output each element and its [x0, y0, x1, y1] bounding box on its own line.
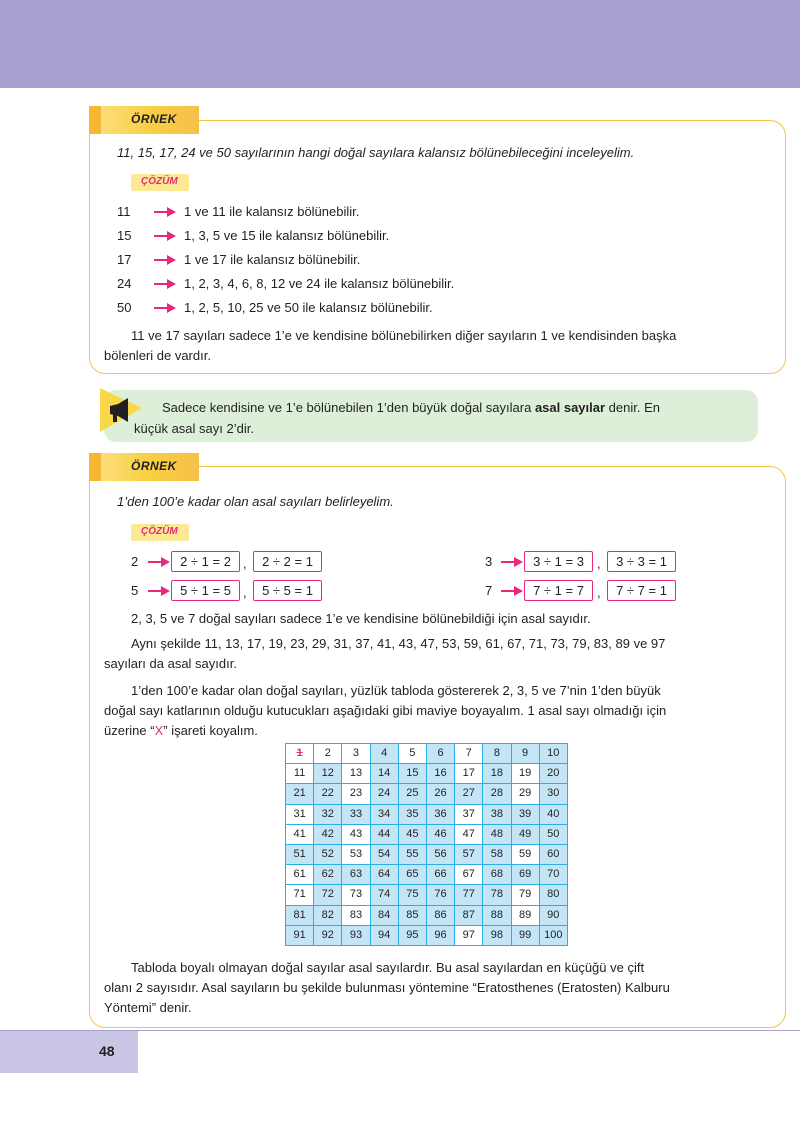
grid-cell: 84	[370, 905, 398, 925]
divisor-text: 1 ve 17 ile kalansız bölünebilir.	[184, 252, 361, 267]
grid-cell: 86	[426, 905, 454, 925]
grid-cell: 31	[286, 804, 314, 824]
grid-cell: 82	[314, 905, 342, 925]
grid-cell: 15	[398, 764, 426, 784]
arrow-icon	[154, 207, 176, 217]
grid-cell: 68	[483, 865, 511, 885]
grid-cell: 23	[342, 784, 370, 804]
note-line-1	[162, 400, 660, 416]
division-box: 5 ÷ 5 = 1	[253, 580, 322, 601]
grid-cell: 64	[370, 865, 398, 885]
grid-cell: 2	[314, 744, 342, 764]
divisor-text: 1, 2, 3, 4, 6, 8, 12 ve 24 ile kalansız bölünebilir.	[184, 276, 455, 291]
grid-cell: 27	[455, 784, 483, 804]
grid-cell: 32	[314, 804, 342, 824]
division-box: 7 ÷ 7 = 1	[607, 580, 676, 601]
note-text: denir. En	[605, 400, 660, 415]
grid-cell: 75	[398, 885, 426, 905]
grid-cell: 70	[539, 865, 567, 885]
grid-cell: 57	[455, 844, 483, 864]
division-box: 7 ÷ 1 = 7	[524, 580, 593, 601]
grid-cell: 71	[286, 885, 314, 905]
grid-cell: 73	[342, 885, 370, 905]
grid-cell: 46	[426, 824, 454, 844]
divisor-text: 1, 3, 5 ve 15 ile kalansız bölünebilir.	[184, 228, 390, 243]
grid-cell: 45	[398, 824, 426, 844]
grid-cell: 66	[426, 865, 454, 885]
grid-cell: 20	[539, 764, 567, 784]
paragraph-conclusion-line-3: Yöntemi” denir.	[104, 1000, 192, 1015]
grid-cell: 5	[398, 744, 426, 764]
grid-cell: 36	[426, 804, 454, 824]
grid-cell: 3	[342, 744, 370, 764]
divisor-text: 1, 2, 5, 10, 25 ve 50 ile kalansız bölünebilir.	[184, 300, 433, 315]
paragraph-sieve-line-1: 1’den 100’e kadar olan doğal sayıları, yüzlük tabloda göstererek 2, 3, 5 ve 7’nin 1’den büyük	[131, 683, 661, 698]
grid-cell: 91	[286, 925, 314, 945]
grid-cell: 81	[286, 905, 314, 925]
arrow-icon	[154, 303, 176, 313]
example-1-conclusion-line-1: 11 ve 17 sayıları sadece 1’e ve kendisine bölünebilirken diğer sayıların 1 ve kendisinden başka	[131, 328, 677, 343]
divisor-number: 17	[117, 252, 132, 267]
grid-cell: 17	[455, 764, 483, 784]
crossed-one: 1	[296, 747, 303, 760]
grid-cell: 33	[342, 804, 370, 824]
grid-cell: 30	[539, 784, 567, 804]
grid-cell: 74	[370, 885, 398, 905]
division-box: 3 ÷ 1 = 3	[524, 551, 593, 572]
grid-cell: 49	[511, 824, 539, 844]
grid-cell: 63	[342, 865, 370, 885]
grid-cell: 10	[539, 744, 567, 764]
grid-cell: 77	[455, 885, 483, 905]
paragraph-primes-small: 2, 3, 5 ve 7 doğal sayıları sadece 1’e ve kendisine bölünebildiği için asal sayıdır.	[131, 611, 591, 626]
grid-cell: 80	[539, 885, 567, 905]
grid-cell: 54	[370, 844, 398, 864]
grid-cell: 89	[511, 905, 539, 925]
grid-cell: 72	[314, 885, 342, 905]
example-2-question: 1’den 100’e kadar olan asal sayıları belirleyelim.	[117, 494, 394, 509]
grid-cell: 35	[398, 804, 426, 824]
prime-number: 2	[131, 554, 139, 569]
divisor-number: 11	[117, 204, 131, 219]
note-line-2: küçük asal sayı 2’dir.	[134, 421, 254, 436]
comma: ,	[243, 585, 247, 600]
arrow-icon	[154, 279, 176, 289]
grid-cell: 100	[539, 925, 567, 945]
grid-cell: 78	[483, 885, 511, 905]
division-box: 2 ÷ 2 = 1	[253, 551, 322, 572]
grid-row	[286, 764, 568, 784]
grid-cell: 95	[398, 925, 426, 945]
grid-cell: 69	[511, 865, 539, 885]
grid-cell: 76	[426, 885, 454, 905]
arrow-icon	[154, 255, 176, 265]
grid-cell: 51	[286, 844, 314, 864]
hundred-chart	[285, 743, 568, 946]
grid-cell: 83	[342, 905, 370, 925]
paragraph-conclusion-line-1: Tabloda boyalı olmayan doğal sayılar asal sayılardır. Bu asal sayılardan en küçüğü ve çift	[131, 960, 645, 975]
grid-cell: 12	[314, 764, 342, 784]
example-tag-label: ÖRNEK	[131, 459, 177, 473]
paragraph-sieve-line-2: doğal sayı katlarının olduğu kutucukları aşağıdaki gibi maviye boyayalım. 1 asal sayı olmadığı için	[104, 703, 667, 718]
example-tag-1	[89, 106, 199, 134]
grid-row	[286, 865, 568, 885]
grid-cell: 11	[286, 764, 314, 784]
grid-cell: 52	[314, 844, 342, 864]
grid-cell: 44	[370, 824, 398, 844]
prime-number: 5	[131, 583, 139, 598]
grid-row	[286, 905, 568, 925]
grid-cell: 38	[483, 804, 511, 824]
division-box: 2 ÷ 1 = 2	[171, 551, 240, 572]
grid-cell	[286, 744, 314, 764]
arrow-icon	[148, 586, 170, 596]
grid-cell: 62	[314, 865, 342, 885]
grid-cell: 37	[455, 804, 483, 824]
divisor-number: 15	[117, 228, 132, 243]
grid-cell: 56	[426, 844, 454, 864]
grid-cell: 22	[314, 784, 342, 804]
example-1-question: 11, 15, 17, 24 ve 50 sayılarının hangi doğal sayılara kalansız bölünebileceğini inceleyelim.	[117, 145, 635, 160]
grid-row	[286, 804, 568, 824]
prime-number: 3	[485, 554, 493, 569]
grid-cell: 40	[539, 804, 567, 824]
divisor-number: 24	[117, 276, 132, 291]
division-box: 3 ÷ 3 = 1	[607, 551, 676, 572]
solution-tag-1	[131, 174, 189, 191]
arrow-icon	[501, 586, 523, 596]
note-bold-term: asal sayılar	[534, 400, 606, 415]
grid-cell: 87	[455, 905, 483, 925]
grid-cell: 79	[511, 885, 539, 905]
grid-row	[286, 844, 568, 864]
grid-cell: 39	[511, 804, 539, 824]
comma: ,	[597, 556, 601, 571]
grid-cell: 94	[370, 925, 398, 945]
grid-cell: 19	[511, 764, 539, 784]
paragraph-primes-list-line-1: Aynı şekilde 11, 13, 17, 19, 23, 29, 31, 37, 41, 43, 47, 53, 59, 61, 67, 71, 73, 79, 83, 89 ve 97	[131, 636, 666, 651]
grid-row	[286, 824, 568, 844]
grid-cell: 24	[370, 784, 398, 804]
page-number-tab	[0, 1031, 138, 1073]
grid-cell: 59	[511, 844, 539, 864]
paragraph-sieve-line-3	[104, 723, 258, 739]
header-band	[0, 0, 800, 88]
grid-cell: 48	[483, 824, 511, 844]
grid-cell: 67	[455, 865, 483, 885]
grid-cell: 50	[539, 824, 567, 844]
grid-row	[286, 744, 568, 764]
paragraph-conclusion-line-2: olanı 2 sayısıdır. Asal sayıların bu şekilde bulunması yöntemine “Eratosthenes (Eratosten) Kalburu	[104, 980, 670, 995]
grid-cell: 53	[342, 844, 370, 864]
grid-cell: 99	[511, 925, 539, 945]
example-tag-label: ÖRNEK	[131, 112, 177, 126]
grid-cell: 21	[286, 784, 314, 804]
grid-cell: 88	[483, 905, 511, 925]
grid-cell: 28	[483, 784, 511, 804]
comma: ,	[243, 556, 247, 571]
solution-tag-label: ÇÖZÜM	[141, 176, 178, 187]
grid-cell: 4	[370, 744, 398, 764]
division-box: 5 ÷ 1 = 5	[171, 580, 240, 601]
grid-cell: 92	[314, 925, 342, 945]
grid-cell: 61	[286, 865, 314, 885]
grid-cell: 6	[426, 744, 454, 764]
arrow-icon	[501, 557, 523, 567]
grid-cell: 60	[539, 844, 567, 864]
solution-tag-label: ÇÖZÜM	[141, 526, 178, 537]
x-mark-text: X	[154, 723, 164, 738]
grid-row	[286, 925, 568, 945]
divisor-number: 50	[117, 300, 132, 315]
example-tag-2	[89, 453, 199, 481]
grid-cell: 16	[426, 764, 454, 784]
grid-cell: 58	[483, 844, 511, 864]
grid-cell: 43	[342, 824, 370, 844]
grid-cell: 97	[455, 925, 483, 945]
note-text: Sadece kendisine ve 1’e bölünebilen 1’den büyük doğal sayılara	[162, 400, 535, 415]
grid-cell: 42	[314, 824, 342, 844]
grid-cell: 9	[511, 744, 539, 764]
grid-cell: 7	[455, 744, 483, 764]
example-1-conclusion-line-2: bölenleri de vardır.	[104, 348, 211, 363]
page-number: 48	[99, 1043, 115, 1059]
divisor-text: 1 ve 11 ile kalansız bölünebilir.	[184, 204, 360, 219]
grid-cell: 25	[398, 784, 426, 804]
arrow-icon	[148, 557, 170, 567]
comma: ,	[597, 585, 601, 600]
grid-cell: 90	[539, 905, 567, 925]
sieve-text: ” işareti koyalım.	[163, 723, 258, 738]
grid-cell: 13	[342, 764, 370, 784]
grid-cell: 41	[286, 824, 314, 844]
grid-cell: 65	[398, 865, 426, 885]
grid-cell: 18	[483, 764, 511, 784]
grid-cell: 96	[426, 925, 454, 945]
grid-cell: 55	[398, 844, 426, 864]
grid-cell: 85	[398, 905, 426, 925]
grid-row	[286, 784, 568, 804]
grid-row	[286, 885, 568, 905]
prime-number: 7	[485, 583, 493, 598]
grid-cell: 47	[455, 824, 483, 844]
sieve-text: üzerine “	[104, 723, 155, 738]
paragraph-primes-list-line-2: sayıları da asal sayıdır.	[104, 656, 237, 671]
solution-tag-2	[131, 524, 189, 541]
grid-cell: 98	[483, 925, 511, 945]
grid-cell: 8	[483, 744, 511, 764]
grid-cell: 29	[511, 784, 539, 804]
grid-cell: 34	[370, 804, 398, 824]
grid-cell: 26	[426, 784, 454, 804]
grid-cell: 14	[370, 764, 398, 784]
arrow-icon	[154, 231, 176, 241]
grid-cell: 93	[342, 925, 370, 945]
